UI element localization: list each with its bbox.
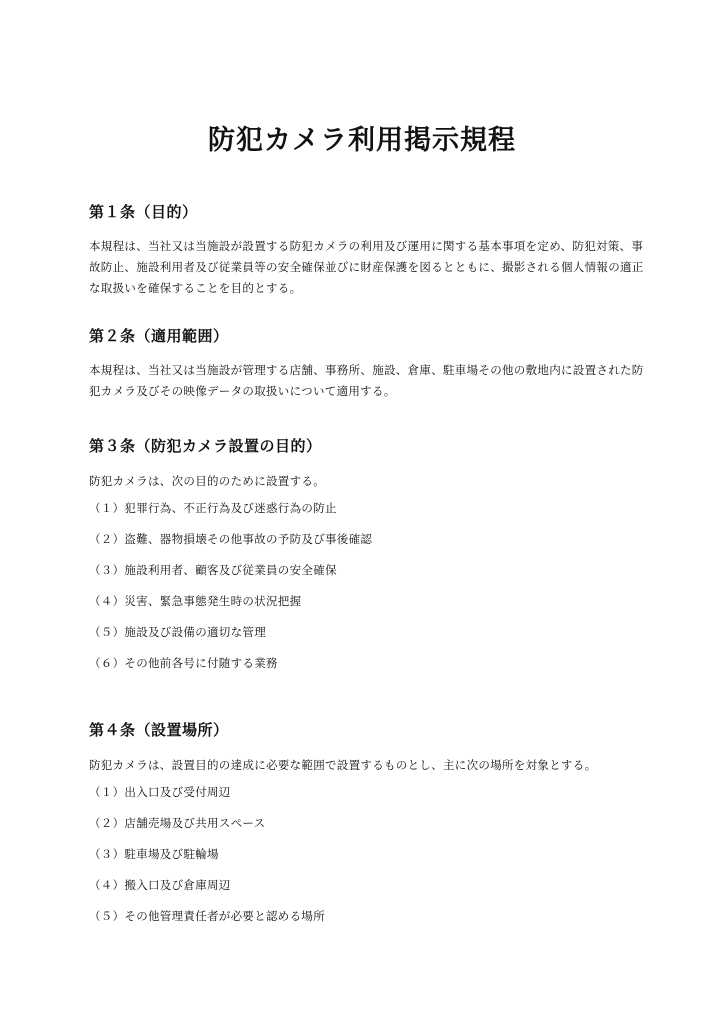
article-heading: 第４条（設置場所） [89, 721, 229, 739]
list-item: （４）災害、緊急事態発生時の状況把握 [89, 594, 302, 608]
article-2 [89, 326, 649, 402]
list-item: （１）出入口及び受付周辺 [89, 785, 231, 799]
article-3 [89, 436, 649, 696]
article-4 [89, 720, 649, 950]
article-body: 本規程は、当社又は当施設が管理する店舗、事務所、施設、倉庫、駐車場その他の敷地内に設置された防犯カメラ及びその映像データの取扱いについて適用する。 [89, 363, 644, 398]
article-body: 本規程は、当社又は当施設が設置する防犯カメラの利用及び運用に関する基本事項を定め、防犯対策、事故防止、施設利用者及び従業員等の安全確保並びに財産保護を図るとともに、撮影される個人情報の適正な取扱いを確保することを目的とする。 [89, 239, 644, 295]
list-item: （２）盗難、器物損壊その他事故の予防及び事後確認 [89, 532, 373, 546]
list-item: （３）施設利用者、顧客及び従業員の安全確保 [89, 563, 337, 577]
article-heading: 第１条（目的） [89, 203, 198, 221]
list-item: （５）施設及び設備の適切な管理 [89, 625, 266, 639]
list-item: （２）店舗売場及び共用スペース [89, 816, 266, 830]
article-1 [89, 202, 649, 299]
list-item: （４）搬入口及び倉庫周辺 [89, 878, 231, 892]
article-heading: 第２条（適用範囲） [89, 327, 229, 345]
list-item: （１）犯罪行為、不正行為及び迷惑行為の防止 [89, 501, 337, 515]
document-title: 防犯カメラ利用掲示規程 [208, 125, 516, 156]
article-body: 防犯カメラは、設置目的の達成に必要な範囲で設置するものとし、主に次の場所を対象とする。 [89, 758, 597, 772]
article-heading: 第３条（防犯カメラ設置の目的） [89, 437, 322, 455]
article-body: 防犯カメラは、次の目的のために設置する。 [89, 474, 325, 488]
list-item: （３）駐車場及び駐輪場 [89, 847, 219, 861]
list-item: （５）その他管理責任者が必要と認める場所 [89, 909, 325, 923]
list-item: （６）その他前各号に付随する業務 [89, 656, 278, 670]
